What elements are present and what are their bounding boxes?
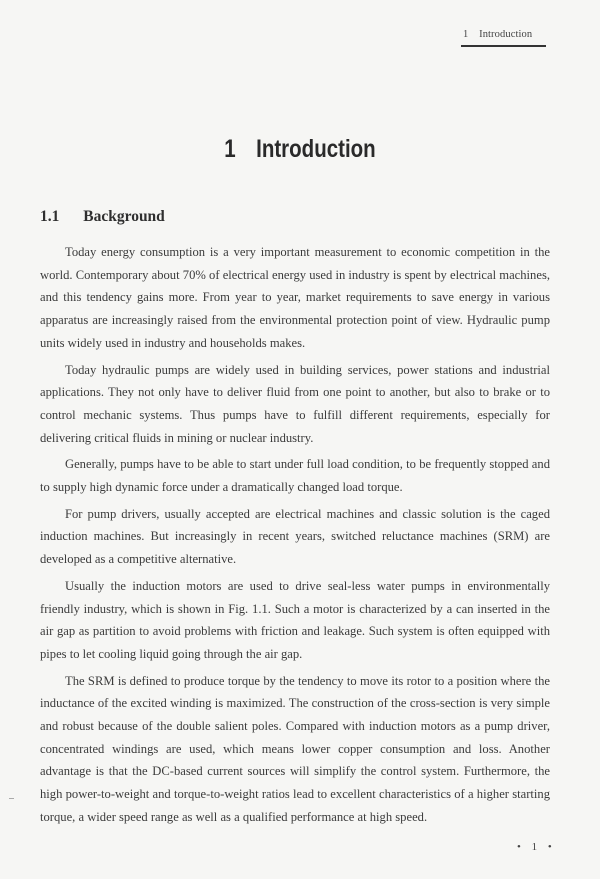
page-number: • 1 • bbox=[517, 841, 556, 853]
section-title: Background bbox=[83, 208, 165, 225]
header-rule bbox=[461, 45, 546, 47]
running-header bbox=[463, 29, 543, 40]
paragraph: Today hydraulic pumps are widely used in building services, power stations and industrial applications. They not only have to deliver fluid from one point to another, but also to brake or to control mechanic systems. Thus pumps have to fulfill different requirements, especially for delivering critical fluids in mining or nuclear industry. bbox=[40, 362, 550, 445]
running-header-chapter-number: 1 bbox=[463, 29, 469, 40]
running-header-chapter-title: Introduction bbox=[479, 29, 533, 40]
chapter-title bbox=[54, 135, 546, 164]
body-text bbox=[40, 241, 550, 829]
margin-mark bbox=[9, 798, 14, 799]
section-heading bbox=[40, 208, 165, 226]
paragraph: For pump drivers, usually accepted are electrical machines and classic solution is the caged induction machines. But increasingly in recent years, switched reluctance machines (SRM) are developed as a competitive alternative. bbox=[40, 506, 550, 567]
paragraph: Generally, pumps have to be able to start under full load condition, to be frequently stopped and to supply high dynamic force under a dramatically changed load torque. bbox=[40, 457, 550, 495]
section-number: 1.1 bbox=[40, 208, 60, 225]
chapter-title-text: Introduction bbox=[256, 135, 376, 163]
paragraph: Today energy consumption is a very important measurement to economic competition in the world. Contemporary about 70% of electrical energy used in industry is spent by electrical machines, and this tendency gains more. From year to year, market requirements to save energy in various apparatus are increasingly raised from the environmental protection point of view. Hydraulic pump units widely used in industry and households makes. bbox=[40, 245, 550, 350]
paragraph: The SRM is defined to produce torque by the tendency to move its rotor to a position where the inductance of the excited winding is maximized. The construction of the cross-section is very simple and robust because of the double salient poles. Compared with induction motors as a pump driver, concentrated windings are used, which means lower copper consumption and loss. Another advantage is that the DC-based current sources will simplify the control system. Furthermore, the high power-to-weight and torque-to-weight ratios lead to excellent characteristics of a higher starting torque, a wider speed range as well as a qualified performance at high speed. bbox=[40, 673, 550, 824]
chapter-number: 1 bbox=[224, 135, 236, 163]
paragraph: Usually the induction motors are used to drive seal-less water pumps in environmentally friendly industry, which is shown in Fig. 1.1. Such a motor is characterized by a can inserted in the air gap as partition to avoid problems with friction and leakage. Such system is often equipped with pipes to let cooling liquid going through the air gap. bbox=[40, 578, 550, 661]
